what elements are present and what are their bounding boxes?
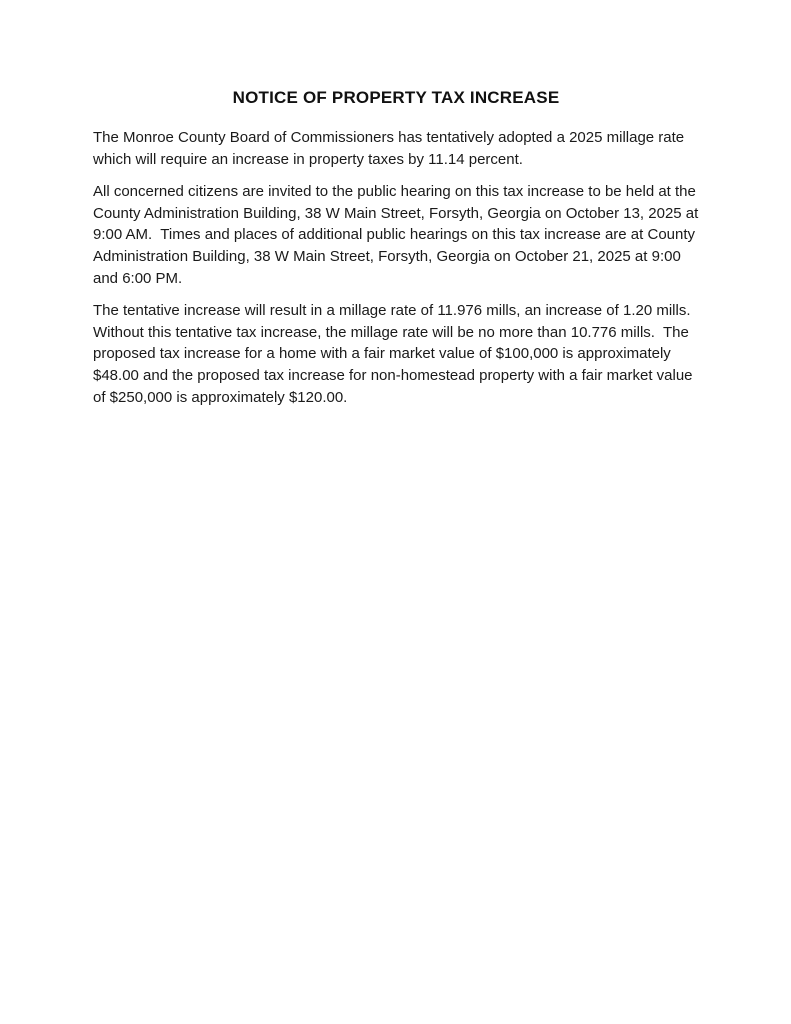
paragraph-tentative-increase-figures: The tentative increase will result in a millage rate of 11.976 mills, an increase of 1.20 mills. Without this tentative tax increase, the millage rate will be no more than 10.776 mills. The proposed tax increase for a home with a fair market value of $100,000 is approximately $48.00 and the proposed tax increase for non-homestead property with a fair market value of $250,000 is approximately $120.00.: [93, 301, 697, 406]
paragraph-public-hearing-details: All concerned citizens are invited to the public hearing on this tax increase to be held at the County Administration Building, 38 W Main Street, Forsyth, Georgia on October 13, 2025 at 9:00 AM. Times and places of additional public hearings on this tax increase are at County Administration Building, 38 W Main Street, Forsyth, Georgia on October 21, 2025 at 9:00 and 6:00 PM.: [93, 182, 703, 287]
document-content: [0, 0, 791, 408]
paragraph-millage-rate-adoption: The Monroe County Board of Commissioners has tentatively adopted a 2025 millage rate which will require an increase in property taxes by 11.14 percent.: [93, 129, 689, 168]
page-title: NOTICE OF PROPERTY TAX INCREASE: [232, 88, 560, 107]
